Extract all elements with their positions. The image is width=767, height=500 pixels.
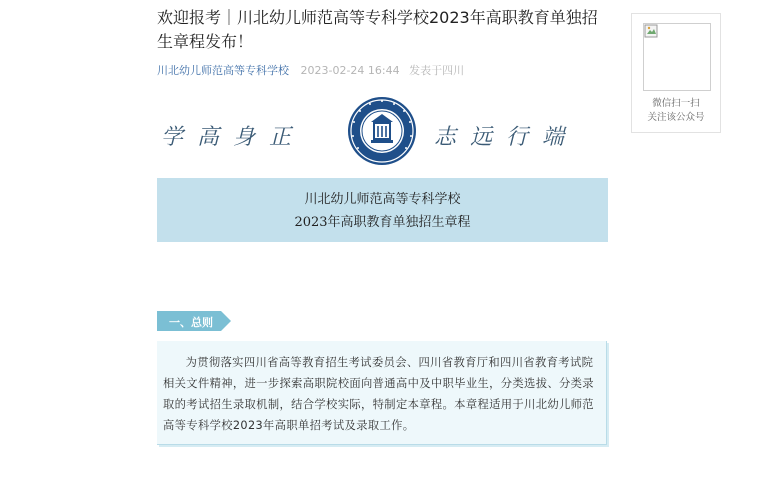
qr-panel: [631, 13, 721, 133]
document-title-line2: 2023年高职教育单独招生章程: [294, 215, 471, 230]
article-header: [157, 6, 609, 78]
section-paragraph: 为贯彻落实四川省高等教育招生考试委员会、四川省教育厅和四川省教育考试院相关文件精神，进一步探索高职院校面向普通高中及中职毕业生，分类选拔、分类录取的考试招生录取机制，结合学校实际，特制定本章程。本章程适用于川北幼儿师范高等专科学校2023年高职单招考试及录取工作。: [157, 341, 607, 445]
qr-code-image[interactable]: [643, 23, 711, 91]
broken-image-icon: [644, 24, 658, 38]
qr-caption: [632, 97, 720, 125]
slogan-right: 志远行端: [434, 125, 579, 150]
slogan-left: 学高身正: [161, 125, 306, 150]
document-title-box: [157, 178, 608, 242]
publish-location: 发表于四川: [409, 64, 465, 77]
section-heading-label: 一、总则: [169, 316, 213, 329]
school-emblem-icon: [347, 96, 417, 166]
publish-date: 2023-02-24 16:44: [300, 64, 400, 77]
document-title-line1: 川北幼儿师范高等专科学校: [304, 192, 461, 207]
section-heading-tag: [157, 311, 231, 331]
article-meta: [157, 62, 609, 78]
qr-caption-line2: 关注该公众号: [647, 112, 705, 123]
school-banner: [157, 96, 609, 168]
article-title: 欢迎报考｜川北幼儿师范高等专科学校2023年高职教育单独招生章程发布！: [157, 8, 598, 51]
qr-caption-line1: 微信扫一扫: [652, 98, 700, 109]
author-link[interactable]: 川北幼儿师范高等专科学校: [157, 64, 289, 77]
